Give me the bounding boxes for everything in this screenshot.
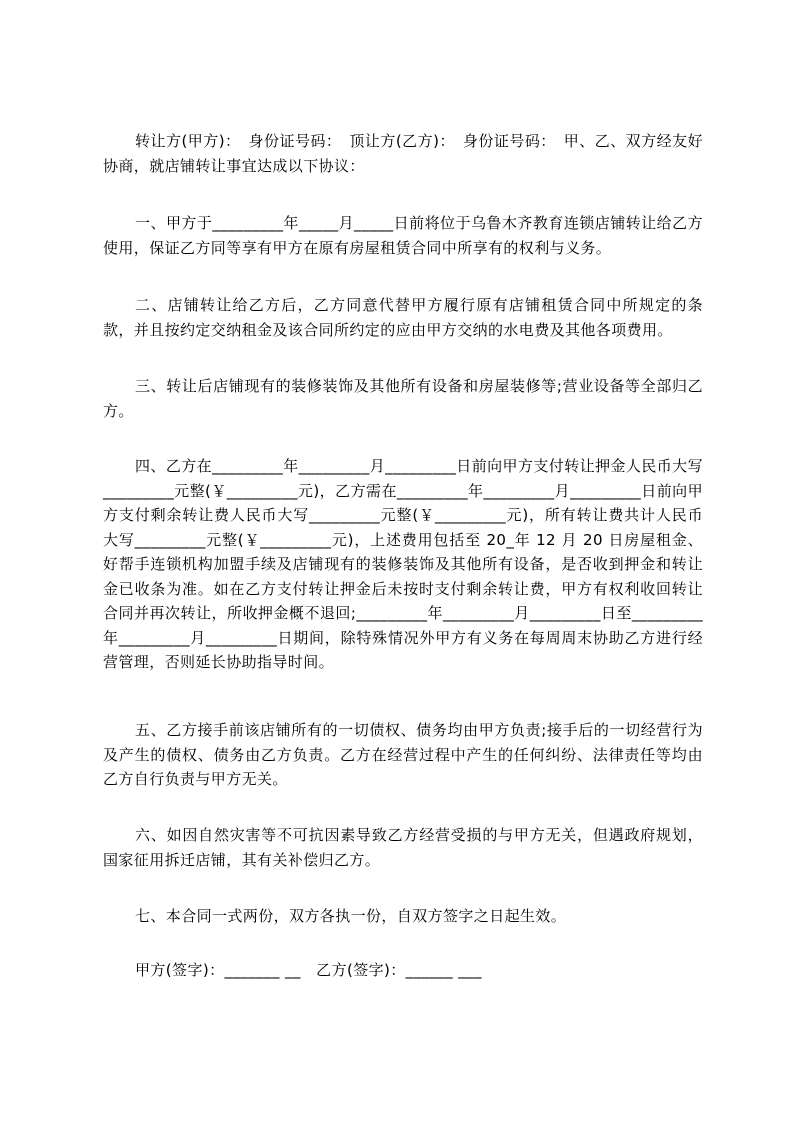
clause-6: 六、如因自然灾害等不可抗因素导致乙方经营受损的与甲方无关，但遇政府规划，国家征用拆迁店铺，其有关补偿归乙方。 xyxy=(103,826,703,869)
clause-1: 一、甲方于_________年_____月_____日前将位于乌鲁木齐教育连锁店铺转让给乙方使用，保证乙方同等享有甲方在原有房屋租赁合同中所享有的权利与义务。 xyxy=(103,214,703,257)
contract-intro: 转让方(甲方)： 身份证号码： 顶让方(乙方)： 身份证号码： 甲、乙、双方经友好协商，就店铺转让事宜达成以下协议： xyxy=(103,132,703,175)
clause-2: 二、店铺转让给乙方后，乙方同意代替甲方履行原有店铺租赁合同中所规定的条款，并且按约定交纳租金及该合同所约定的应由甲方交纳的水电费及其他各项费用。 xyxy=(103,296,703,339)
clause-4: 四、乙方在_________年_________月_________日前向甲方支付转让押金人民币大写_________元整(￥_________元)，乙方需在_________年_________月_________日前向甲方支付剩余转让费人民币大写_________元整(￥_________元)，所有转让费共计人民币大写_________元整(￥_________元)，上述费用包括至 20_年 12 月 20 日房屋租金、好帮手连锁机构加盟手续及店铺现有的装修装饰及其他所有设备，是否收到押金和转让金已收条为准。如在乙方支付转让押金后未按时支付剩余转让费，甲方有权利收回转让合同并再次转让，所收押金概不退回;_________年_________月_________日至_________年_________月_________日期间，除特殊情况外甲方有义务在每周周末协助乙方进行经营管理，否则延长协助指导时间。 xyxy=(103,457,703,671)
clause-7: 七、本合同一式两份，双方各执一份，自双方签字之日起生效。 xyxy=(135,907,567,925)
clause-5: 五、乙方接手前该店铺所有的一切债权、债务均由甲方负责;接手后的一切经营行为及产生的债权、债务由乙方负责。乙方在经营过程中产生的任何纠纷、法律责任等均由乙方自行负责与甲方无关。 xyxy=(103,721,703,788)
clause-3: 三、转让后店铺现有的装修装饰及其他所有设备和房屋装修等;营业设备等全部归乙方。 xyxy=(103,377,703,420)
signature-line: 甲方(签字)：_______ __ 乙方(签字)：______ ___ xyxy=(135,961,482,979)
